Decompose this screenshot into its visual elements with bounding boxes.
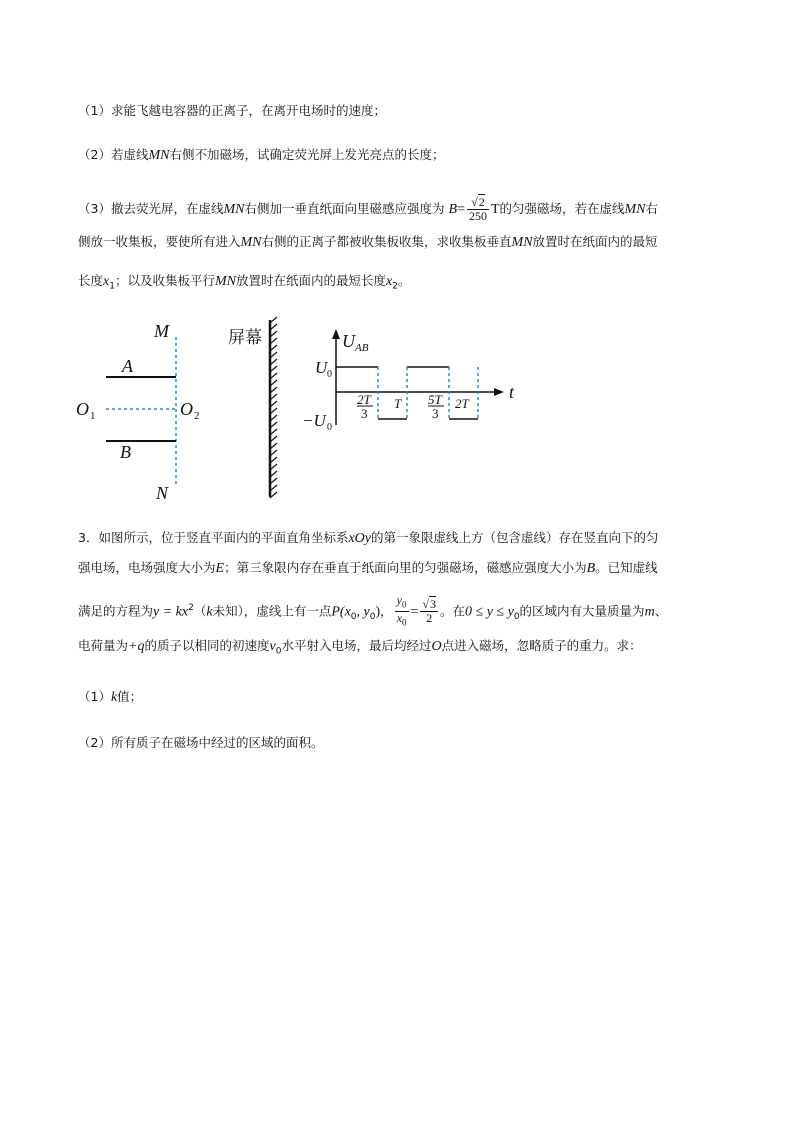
q2-part2: （2）若虚线MN右侧不加磁场，试确定荧光屏上发光亮点的长度； xyxy=(78,147,445,163)
neg-u0-label: −U xyxy=(302,411,326,430)
t-axis-arrow xyxy=(494,388,504,396)
label-m: M xyxy=(154,321,169,341)
tick-2t-3-den: 3 xyxy=(361,406,368,421)
label-o1-sub: 1 xyxy=(90,410,96,422)
label-n: N xyxy=(156,483,169,503)
t-axis-label: t xyxy=(509,382,515,402)
q2-part3-line3: 长度$x_1$；以及收集板平行MN放置时在纸面内的最短长度$x_2$。 xyxy=(78,273,411,292)
q3-line3: 满足的方程为$y = kx^2(k$未知），虚线上有一点$P(x_0$, $y_0$)， $\frac{y_0}{x_0}$ = $\frac{√3}{2}$ 。在$0 \le y \le y_0$的区域内有大量质量为m、 xyxy=(78,593,668,628)
field-fraction: $\frac{√2}{250}$ xyxy=(468,195,487,223)
tick-t: T xyxy=(394,396,402,411)
tick-5t-3-den: 3 xyxy=(432,406,439,421)
u0-label: U xyxy=(315,358,328,377)
u0-label-sub: 0 xyxy=(327,369,332,380)
q2-part1: （1）求能飞越电容器的正离子，在离开电场时的速度； xyxy=(78,103,386,118)
q2-part3-line1: （3）撤去荧光屏，在虚线MN右侧加一垂直纸面向里磁感应强度为 B= $\frac{√2}{250}$ T的匀强磁场，若在虚线MN右 xyxy=(78,195,659,223)
sqrt3-over-2-fraction: $\frac{√3}{2}$ xyxy=(422,597,436,626)
label-o1: O xyxy=(76,399,89,419)
capacitor-figure xyxy=(70,315,540,505)
y0-over-x0-fraction: $\frac{y_0}{x_0}$ xyxy=(396,593,407,628)
label-o2-sub: 2 xyxy=(194,410,200,422)
label-o2: O xyxy=(180,399,193,419)
q3-part1: （1）k值； xyxy=(78,689,143,705)
tick-2t-3-num: 2T xyxy=(357,392,371,407)
label-a: A xyxy=(122,356,133,376)
q3-line2: 强电场，电场强度大小为E；第三象限内存在垂直于纸面向里的匀强磁场，磁感应强度大小为B。已知虚线 xyxy=(78,560,658,576)
u-axis-arrow xyxy=(332,329,340,339)
q2-part3-line2: 侧放一收集板，要使所有进入MN右侧的正离子都被收集板收集，求收集板垂直MN放置时在纸面内的最短 xyxy=(78,234,658,250)
q3-line4: 电荷量为+q的质子以相同的初速度$v_0$水平射入电场，最后均经过O点进入磁场，忽略质子的重力。求： xyxy=(78,638,642,657)
screen-label: 屏幕 xyxy=(228,328,262,348)
neg-u0-label-sub: 0 xyxy=(327,422,332,433)
label-b: B xyxy=(120,442,131,462)
u-axis-label-sub: AB xyxy=(355,342,369,354)
tick-2t: 2T xyxy=(455,396,469,411)
tick-5t-3-num: 5T xyxy=(428,392,442,407)
u-axis-label: U xyxy=(342,331,355,351)
q3-line1: 3．如图所示，位于竖直平面内的平面直角坐标系xOy的第一象限虚线上方（包含虚线）存在竖直向下的匀 xyxy=(78,530,659,546)
q3-part2: （2）所有质子在磁场中经过的区域的面积。 xyxy=(78,735,324,750)
